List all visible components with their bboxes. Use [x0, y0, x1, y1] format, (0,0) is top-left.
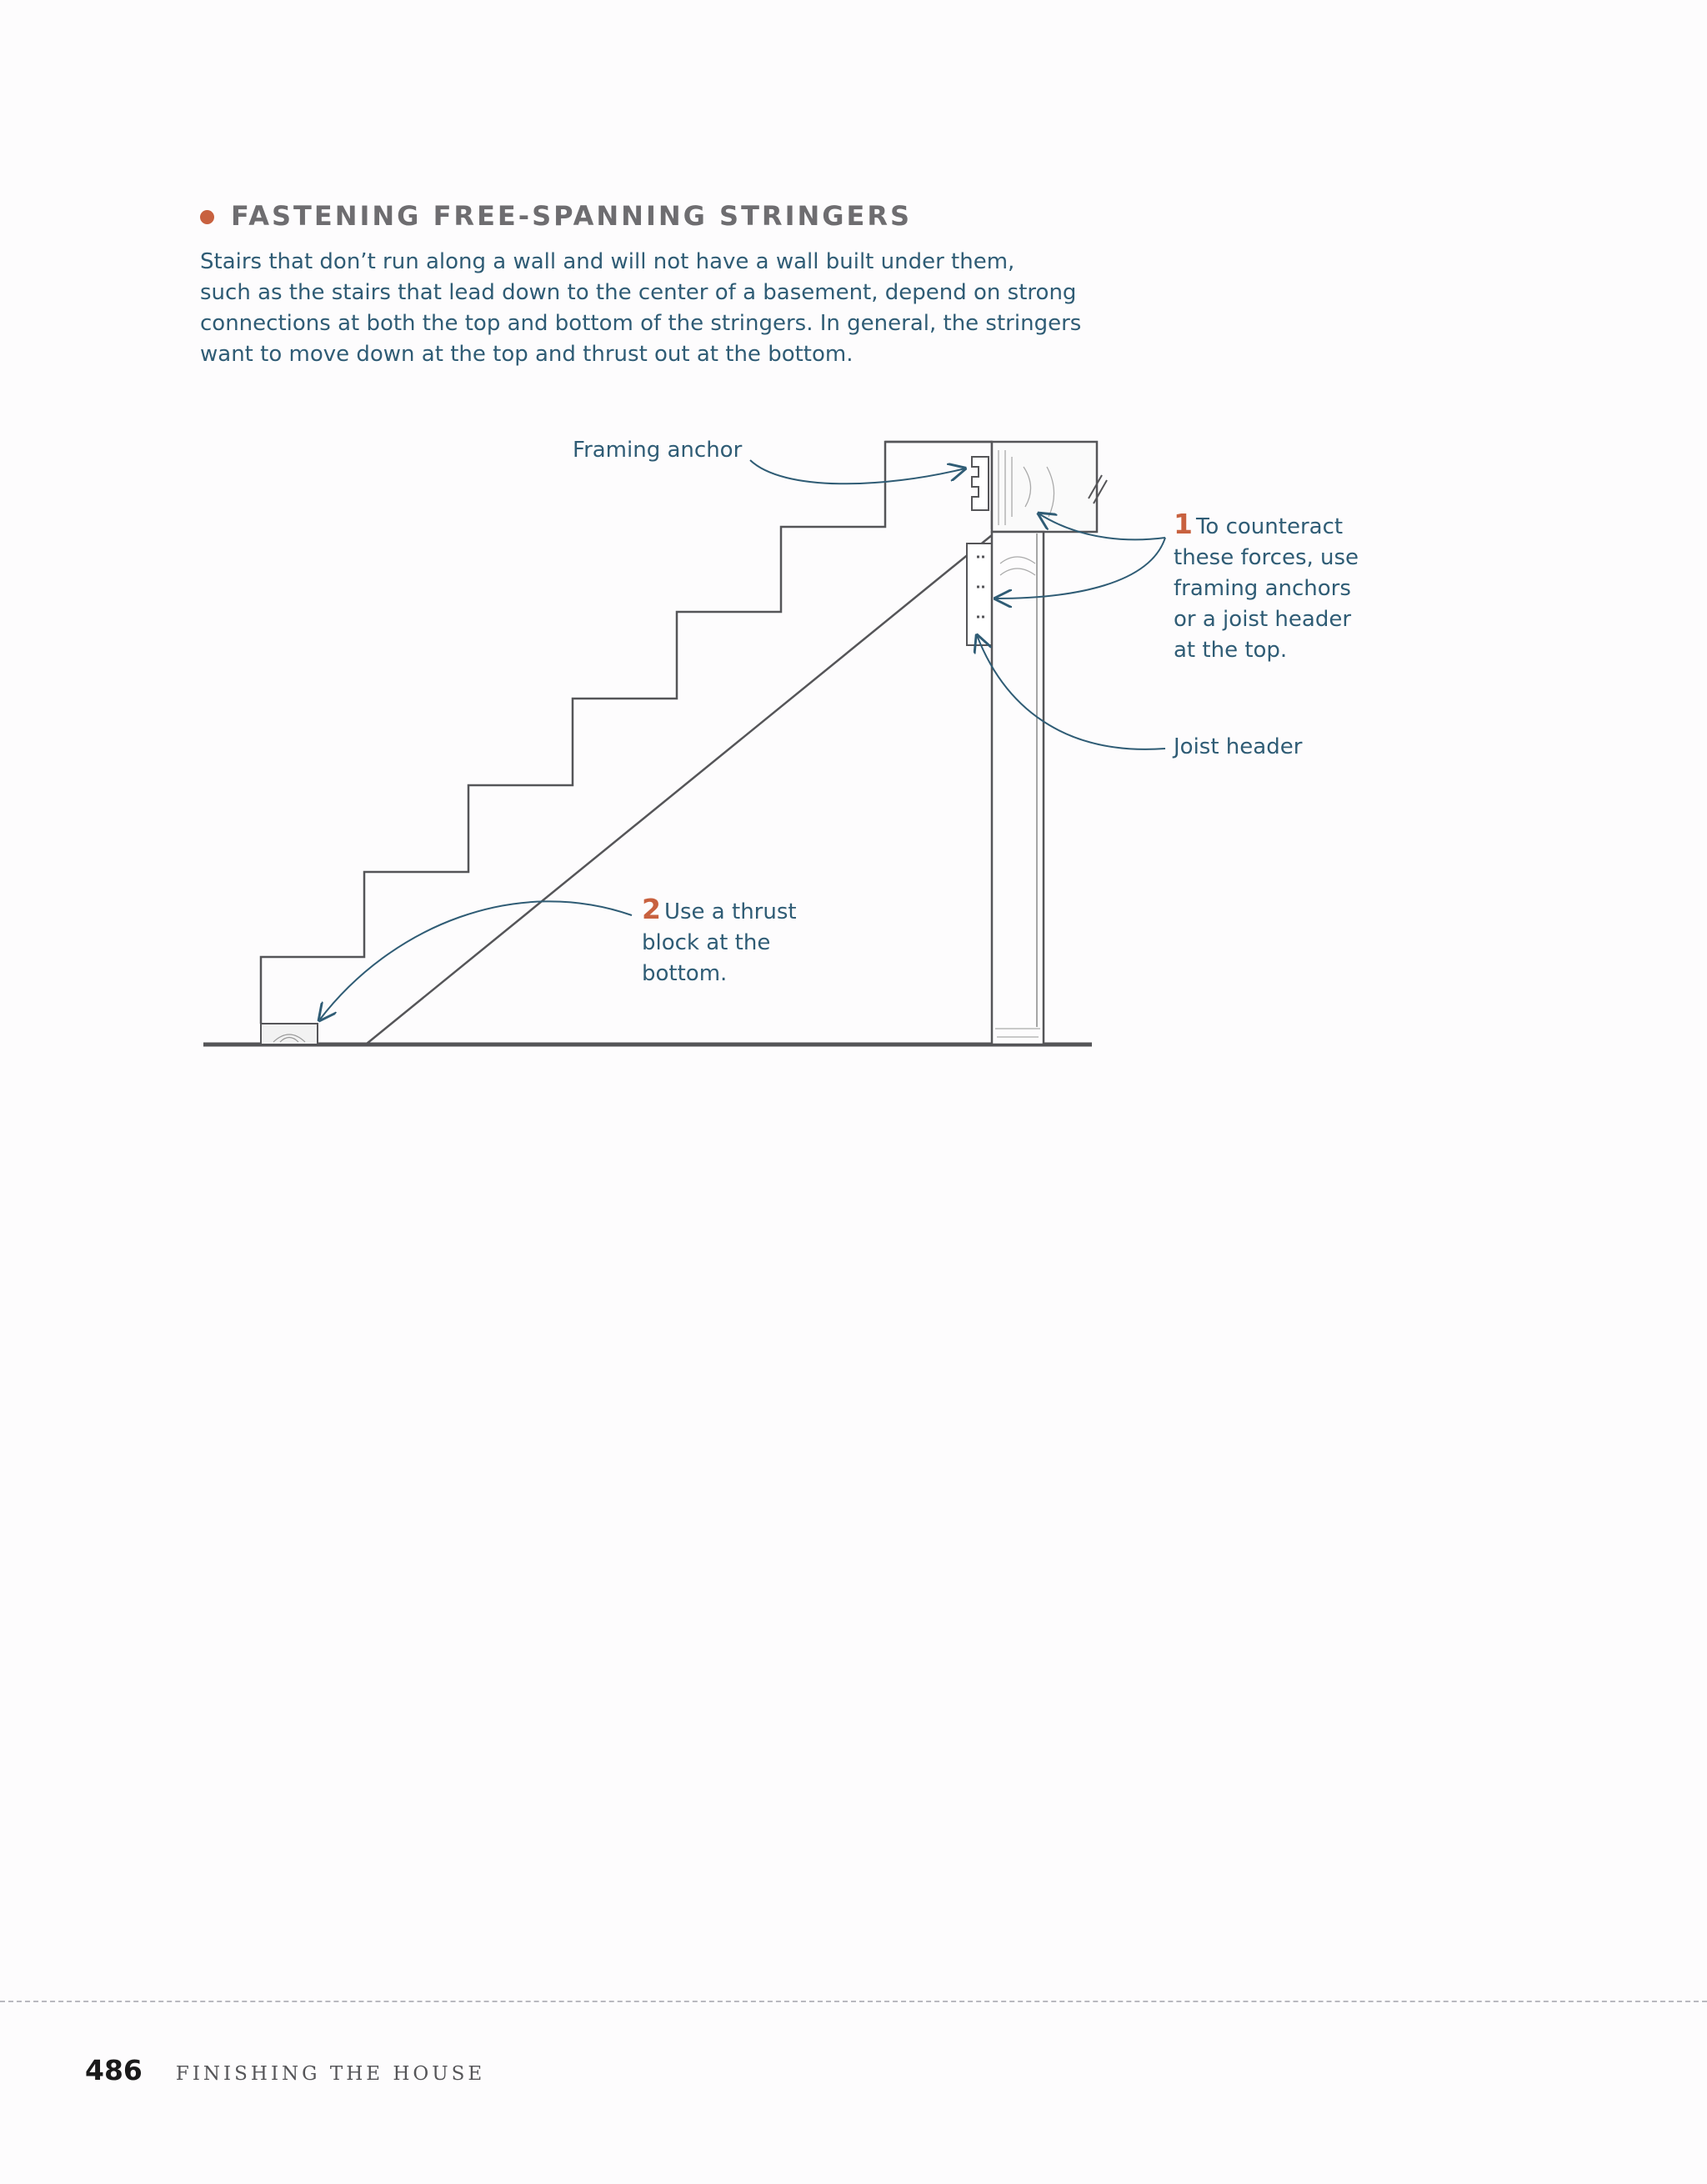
intro-line: want to move down at the top and thrust out at the bottom. — [200, 342, 854, 367]
heading-text: FASTENING FREE-SPANNING STRINGERS — [231, 200, 913, 232]
callout-line-text: To counteract — [1195, 514, 1344, 539]
rim-joist — [992, 442, 1097, 532]
joist-header-plate — [967, 543, 992, 645]
intro-line: connections at both the top and bottom of the stringers. In general, the stringers — [200, 311, 1082, 336]
callout-line: or a joist header — [1174, 607, 1352, 632]
callout-line: bottom. — [642, 961, 728, 986]
label-framing-anchor — [573, 435, 742, 466]
intro-line: Stairs that don’t run along a wall and will not have a wall built under them, — [200, 249, 1015, 274]
page-footer — [85, 2054, 485, 2086]
callout-2 — [642, 894, 797, 989]
leader-thrust-block — [319, 901, 632, 1020]
leader-framing-anchor — [750, 460, 965, 483]
callout-line: these forces, use — [1174, 545, 1359, 570]
callout-line — [1174, 508, 1359, 543]
label-joist-header — [1174, 732, 1302, 763]
callout-number: 2 — [642, 893, 661, 925]
footer-divider — [0, 2001, 1707, 2002]
framing-anchor-bracket — [972, 457, 989, 510]
label-text: Joist header — [1174, 734, 1303, 759]
intro-line: such as the stairs that lead down to the center of a basement, depend on strong — [200, 280, 1077, 305]
callout-line: at the top. — [1174, 638, 1288, 663]
support-post — [992, 532, 1044, 1044]
page-number: 486 — [85, 2054, 143, 2086]
callout-line: block at the — [642, 930, 771, 955]
running-section-title: FINISHING THE HOUSE — [175, 2063, 486, 2085]
stair-treads-outline — [261, 442, 992, 1024]
label-text: Framing anchor — [573, 438, 743, 463]
callout-1 — [1174, 508, 1359, 666]
callout-number: 1 — [1174, 508, 1193, 540]
callout-line — [642, 894, 797, 928]
callout-line-text: Use a thrust — [663, 899, 797, 924]
callout-line: framing anchors — [1174, 576, 1351, 601]
